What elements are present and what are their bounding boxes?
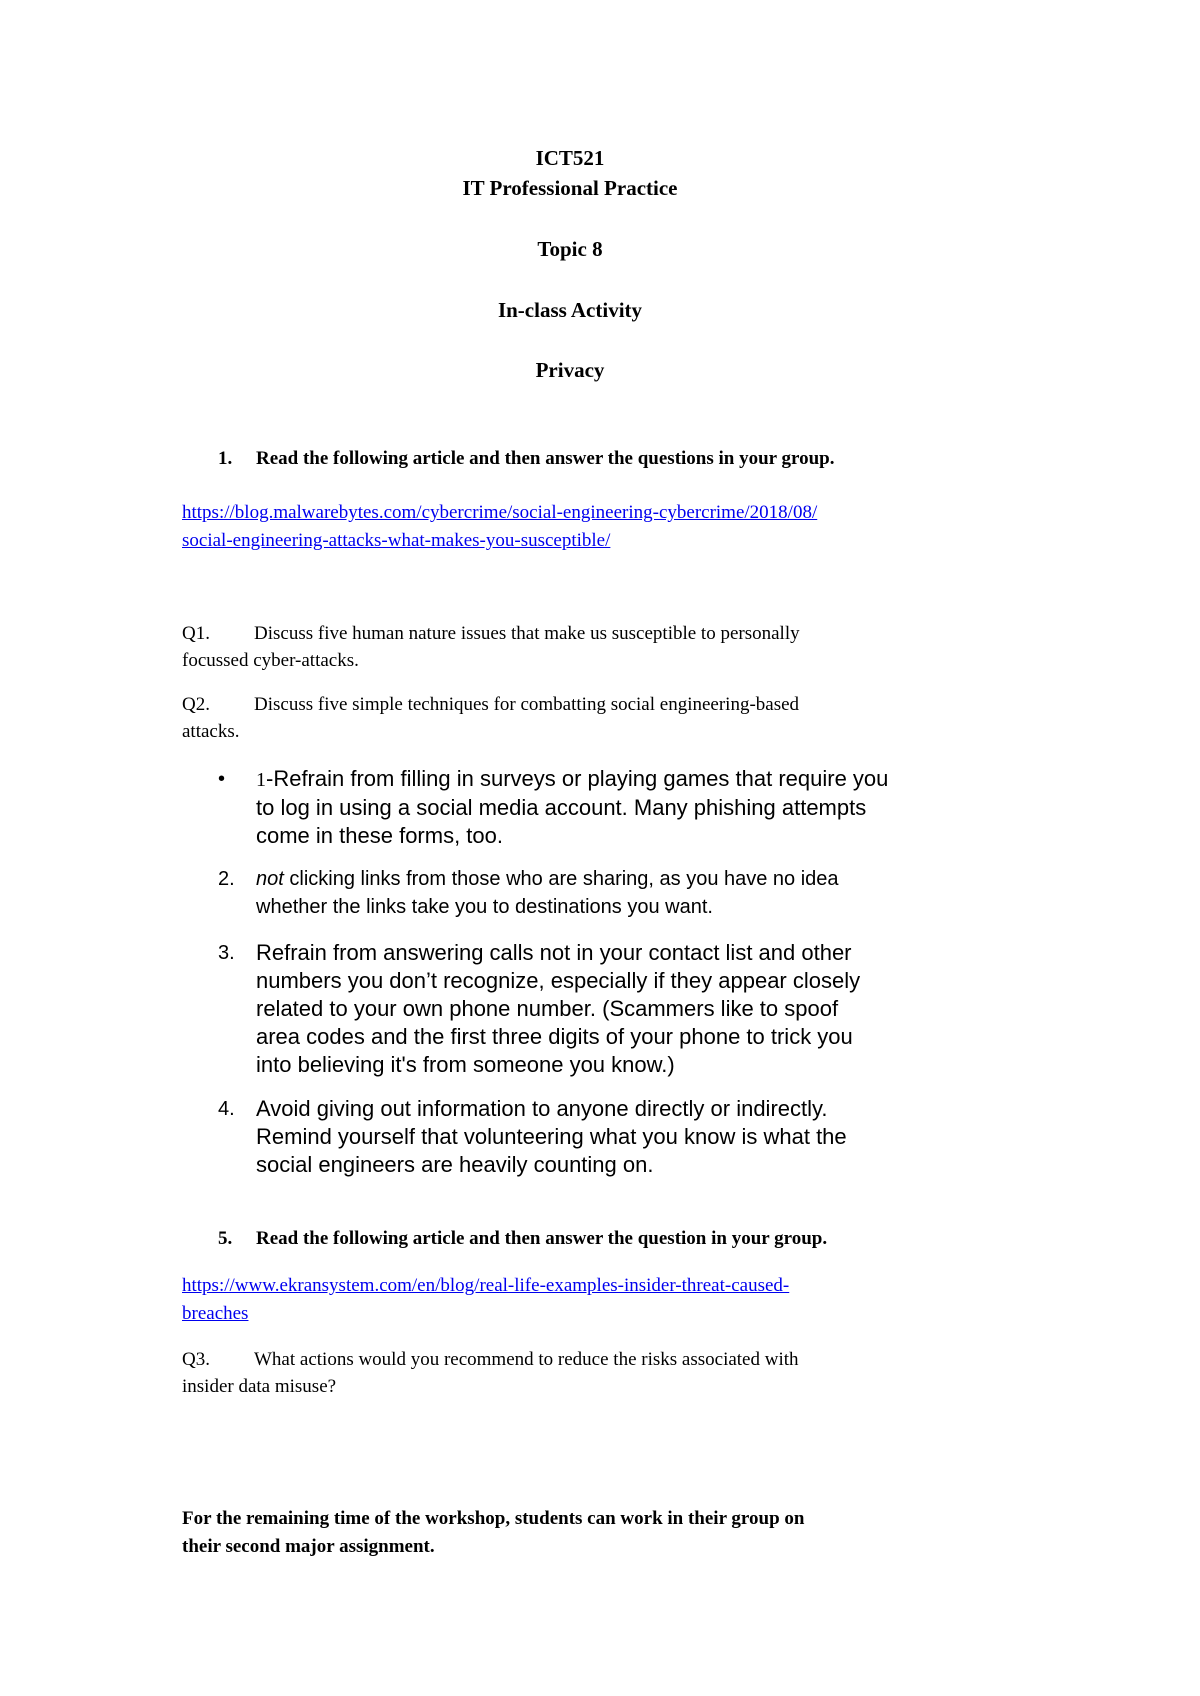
- question-1-label: Q1.: [182, 623, 210, 644]
- question-2-line-2: attacks.: [182, 721, 240, 742]
- topic-title: Topic 8: [537, 237, 603, 261]
- answer-number: 3.: [218, 942, 235, 964]
- answer-line: -Refrain from filling in surveys or playing games that require you: [266, 766, 889, 791]
- answer-line: whether the links take you to destinations you want.: [256, 896, 713, 918]
- question-3-line-2: insider data misuse?: [182, 1376, 337, 1397]
- answer-bullet: •: [218, 768, 226, 790]
- question-3-line-1: What actions would you recommend to reduce the risks associated with: [254, 1349, 799, 1370]
- article-link-1-cont[interactable]: [182, 530, 610, 552]
- section-5-heading: [218, 1228, 827, 1250]
- article-link-1-line-1[interactable]: https://blog.malwarebytes.com/cybercrime/social-engineering-cybercrime/2018/08/: [182, 502, 818, 523]
- answer-text: [256, 1095, 976, 1179]
- question-1: [182, 620, 1002, 674]
- answer-text: [256, 939, 976, 1079]
- answer-line: numbers you don’t recognize, especially if they appear closely: [256, 968, 861, 993]
- answer-line: related to your own phone number. (Scammers like to spoof: [256, 996, 839, 1021]
- answer-line: Refrain from answering calls not in your contact list and other: [256, 940, 852, 965]
- closing-note: [182, 1505, 1082, 1561]
- article-link-2-cont[interactable]: [182, 1303, 248, 1325]
- answer-line: come in these forms, too.: [256, 823, 503, 848]
- answer-line: clicking links from those who are sharing, as you have no idea: [283, 868, 839, 890]
- course-name: IT Professional Practice: [462, 176, 678, 200]
- article-link-1[interactable]: [182, 502, 817, 524]
- course-code: ICT521: [535, 146, 605, 170]
- section-1-heading: [218, 448, 835, 470]
- answer-line: Remind yourself that volunteering what you know is what the: [256, 1124, 847, 1149]
- section-5-instruction: Read the following article and then answer the question in your group.: [256, 1228, 828, 1249]
- answer-list: [0, 765, 1200, 1185]
- section-1-instruction: Read the following article and then answer the questions in your group.: [256, 448, 835, 469]
- answer-line: to log in using a social media account. Many phishing attempts: [256, 795, 867, 820]
- answer-text: [256, 865, 976, 921]
- answer-line: Avoid giving out information to anyone directly or indirectly.: [256, 1096, 828, 1121]
- question-2-line-1: Discuss five simple techniques for combatting social engineering-based: [254, 694, 800, 715]
- question-3: [182, 1346, 1002, 1400]
- answer-line: into believing it's from someone you know.): [256, 1052, 675, 1077]
- activity-title: In-class Activity: [497, 298, 643, 322]
- closing-line-1: For the remaining time of the workshop, students can work in their group on: [182, 1508, 805, 1529]
- question-1-line-1: Discuss five human nature issues that make us susceptible to personally: [254, 623, 800, 644]
- answer-number: 2.: [218, 868, 235, 890]
- question-3-label: Q3.: [182, 1349, 210, 1370]
- question-2: [182, 691, 1002, 745]
- article-link-1-line-2[interactable]: social-engineering-attacks-what-makes-you-susceptible/: [182, 530, 611, 551]
- question-1-line-2: focussed cyber-attacks.: [182, 650, 359, 671]
- answer-text: [256, 765, 976, 850]
- closing-line-2: their second major assignment.: [182, 1536, 435, 1557]
- answer-line: area codes and the first three digits of your phone to trick you: [256, 1024, 853, 1049]
- answer-line: social engineers are heavily counting on.: [256, 1152, 654, 1177]
- article-link-2[interactable]: [182, 1275, 789, 1297]
- question-2-label: Q2.: [182, 694, 210, 715]
- article-link-2-line-2[interactable]: breaches: [182, 1303, 249, 1324]
- subject-title: Privacy: [535, 358, 605, 382]
- article-link-2-line-1[interactable]: https://www.ekransystem.com/en/blog/real-life-examples-insider-threat-caused-: [182, 1275, 790, 1296]
- answer-lead-number: 1: [256, 769, 266, 791]
- answer-emphasis: not: [256, 868, 284, 890]
- answer-number: 4.: [218, 1098, 235, 1120]
- section-1-number: 1.: [218, 448, 233, 469]
- section-5-number: 5.: [218, 1228, 233, 1249]
